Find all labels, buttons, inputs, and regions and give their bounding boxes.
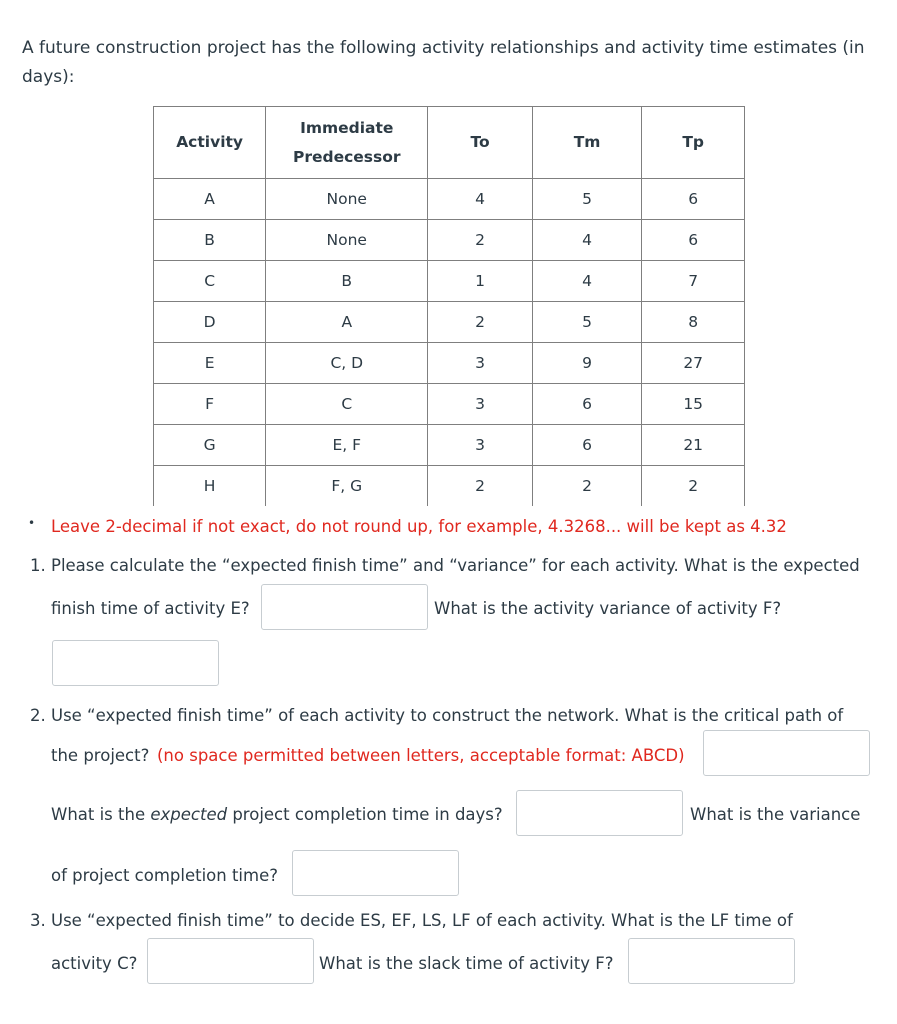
q1-expected-time-e-input[interactable] bbox=[261, 584, 428, 630]
q3-slack-time-f-input[interactable] bbox=[628, 938, 795, 984]
table-row bbox=[154, 220, 745, 261]
activity-table bbox=[153, 106, 745, 506]
q2-critical-path-input[interactable] bbox=[703, 730, 870, 776]
header-predecessor-line2: Predecessor bbox=[292, 147, 401, 166]
q2-variance-start: What is the variance bbox=[690, 805, 861, 824]
intro-text: A future construction project has the following activity relationships and activity time estimates (in days): bbox=[22, 38, 865, 87]
cell-to: 1 bbox=[428, 261, 533, 302]
q3-prefix: activity C? bbox=[51, 954, 138, 973]
header-tm: Tm bbox=[532, 107, 642, 179]
cell-to: 2 bbox=[428, 466, 533, 507]
q2-completion-emphasis: expected bbox=[150, 805, 228, 824]
q3-lf-time-c-input[interactable] bbox=[147, 938, 314, 984]
cell-predecessor: None bbox=[266, 179, 428, 220]
q3-slack-question: What is the slack time of activity F? bbox=[319, 954, 614, 973]
cell-to: 3 bbox=[428, 425, 533, 466]
table-row bbox=[154, 384, 745, 425]
header-tp: Tp bbox=[642, 107, 745, 179]
cell-tm: 2 bbox=[532, 466, 642, 507]
cell-to: 2 bbox=[428, 302, 533, 343]
cell-to: 3 bbox=[428, 384, 533, 425]
q1-prefix: finish time of activity E? bbox=[51, 599, 250, 618]
cell-predecessor: None bbox=[266, 220, 428, 261]
cell-tp: 6 bbox=[642, 220, 745, 261]
q2-variance-input[interactable] bbox=[292, 850, 459, 896]
table-row bbox=[154, 179, 745, 220]
header-to: To bbox=[428, 107, 533, 179]
cell-tp: 2 bbox=[642, 466, 745, 507]
q2-format-hint: (no space permitted between letters, acceptable format: ABCD) bbox=[157, 746, 685, 765]
cell-tm: 4 bbox=[532, 261, 642, 302]
cell-activity: C bbox=[154, 261, 266, 302]
q2-completion-suffix: project completion time in days? bbox=[227, 805, 503, 824]
table-row bbox=[154, 466, 745, 507]
cell-tp: 21 bbox=[642, 425, 745, 466]
q2-variance-end: of project completion time? bbox=[51, 866, 278, 885]
cell-activity: F bbox=[154, 384, 266, 425]
cell-tm: 5 bbox=[532, 302, 642, 343]
cell-tp: 8 bbox=[642, 302, 745, 343]
cell-tp: 27 bbox=[642, 343, 745, 384]
cell-predecessor: A bbox=[266, 302, 428, 343]
cell-predecessor: C, D bbox=[266, 343, 428, 384]
cell-to: 2 bbox=[428, 220, 533, 261]
table-row bbox=[154, 343, 745, 384]
q1-variance-question: What is the activity variance of activity F? bbox=[434, 599, 782, 618]
cell-activity: G bbox=[154, 425, 266, 466]
cell-tp: 6 bbox=[642, 179, 745, 220]
header-predecessor-line1: Immediate bbox=[300, 118, 394, 137]
cell-predecessor: E, F bbox=[266, 425, 428, 466]
cell-tp: 15 bbox=[642, 384, 745, 425]
cell-tm: 6 bbox=[532, 425, 642, 466]
table-row bbox=[154, 425, 745, 466]
q2-completion-question bbox=[51, 803, 503, 827]
q3-text: 3. Use “expected finish time” to decide ES, EF, LS, LF of each activity. What is the LF time of bbox=[30, 911, 793, 930]
q2-prefix: the project? bbox=[51, 746, 150, 765]
q2-text: 2. Use “expected finish time” of each activity to construct the network. What is the critical path of bbox=[30, 706, 844, 725]
cell-predecessor: B bbox=[266, 261, 428, 302]
cell-predecessor: C bbox=[266, 384, 428, 425]
header-predecessor bbox=[266, 107, 428, 179]
cell-tm: 5 bbox=[532, 179, 642, 220]
cell-to: 3 bbox=[428, 343, 533, 384]
table-header-row bbox=[154, 107, 745, 179]
cell-activity: B bbox=[154, 220, 266, 261]
cell-tm: 9 bbox=[532, 343, 642, 384]
rounding-note: Leave 2-decimal if not exact, do not round up, for example, 4.3268... will be kept as 4.32 bbox=[51, 517, 787, 536]
q1-text: 1. Please calculate the “expected finish time” and “variance” for each activity. What is the expected bbox=[30, 556, 860, 575]
q2-completion-prefix: What is the bbox=[51, 805, 151, 824]
header-activity: Activity bbox=[154, 107, 266, 179]
cell-tm: 6 bbox=[532, 384, 642, 425]
cell-tm: 4 bbox=[532, 220, 642, 261]
q2-completion-time-input[interactable] bbox=[516, 790, 683, 836]
cell-tp: 7 bbox=[642, 261, 745, 302]
cell-activity: E bbox=[154, 343, 266, 384]
cell-activity: D bbox=[154, 302, 266, 343]
cell-predecessor: F, G bbox=[266, 466, 428, 507]
cell-activity: A bbox=[154, 179, 266, 220]
table-row bbox=[154, 261, 745, 302]
cell-to: 4 bbox=[428, 179, 533, 220]
table-row bbox=[154, 302, 745, 343]
q1-variance-f-input[interactable] bbox=[52, 640, 219, 686]
bullet-icon: • bbox=[28, 516, 36, 530]
cell-activity: H bbox=[154, 466, 266, 507]
